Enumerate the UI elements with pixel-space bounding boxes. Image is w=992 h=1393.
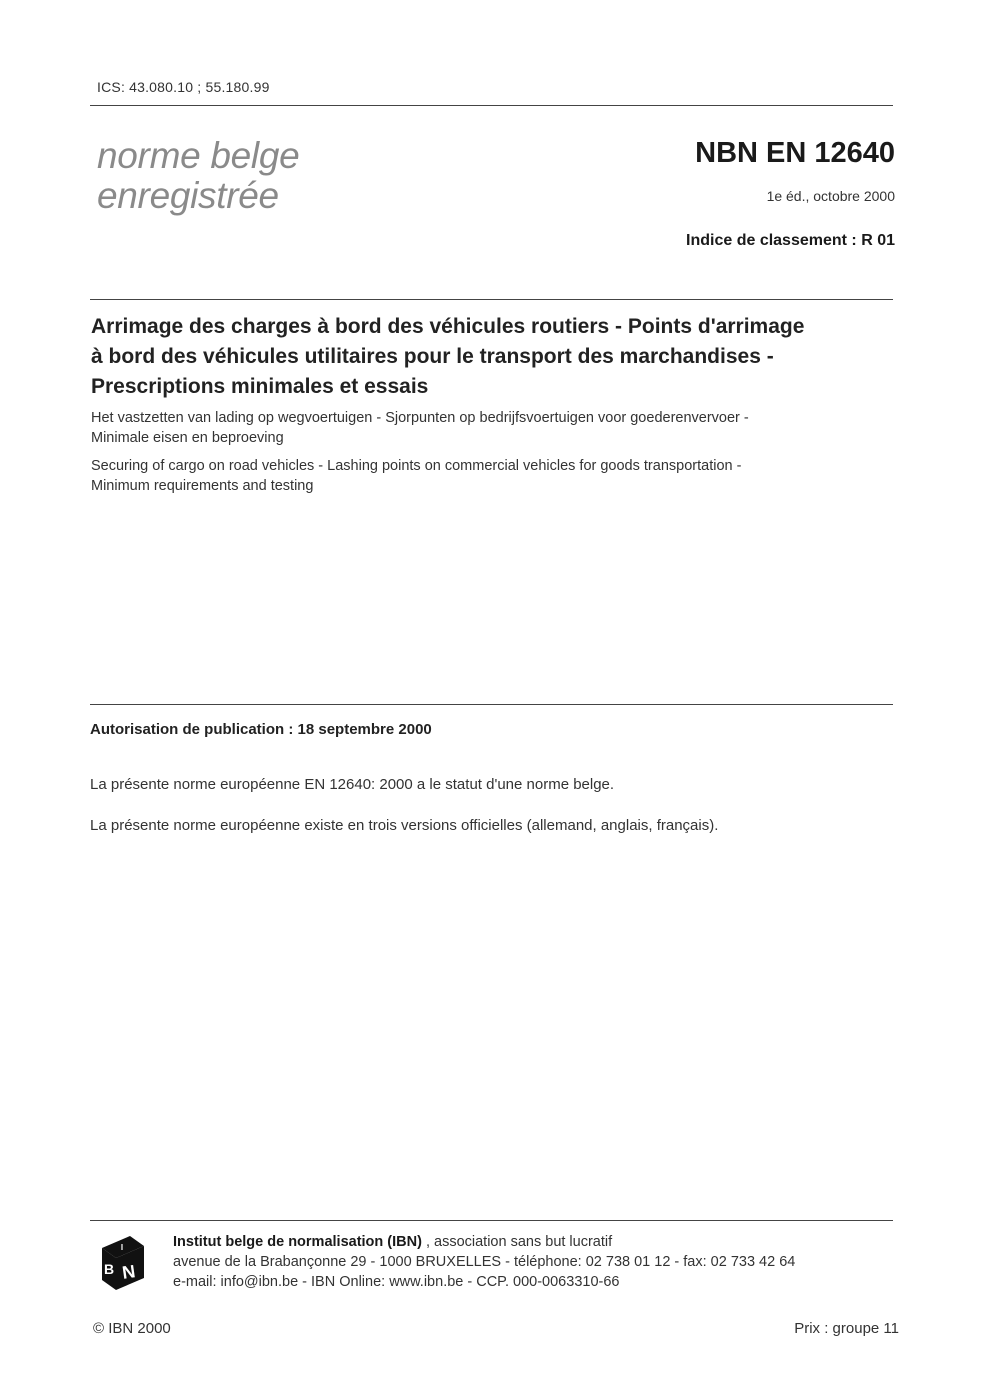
title-english: [91, 457, 901, 496]
title-french: [91, 312, 901, 402]
edition-date: 1e éd., octobre 2000: [766, 188, 895, 204]
ibn-logo-icon: [96, 1234, 148, 1292]
title-dutch-line-1: Het vastzetten van lading op wegvoertuigen - Sjorpunten op bedrijfsvoertuigen voor goederenvervoer -: [91, 410, 749, 426]
ics-codes: ICS: 43.080.10 ; 55.180.99: [97, 79, 270, 95]
price-group: Prix : groupe 11: [794, 1320, 899, 1337]
header-divider: [90, 105, 893, 106]
brand-title: [97, 136, 299, 216]
footer-divider: [90, 1220, 893, 1221]
title-divider: [90, 299, 893, 300]
standard-number: NBN EN 12640: [695, 137, 895, 169]
brand-line-2: enregistrée: [97, 175, 279, 216]
publication-authorisation: Autorisation de publication : 18 septembre 2000: [90, 721, 432, 738]
institute-name: Institut belge de normalisation (IBN): [173, 1234, 422, 1250]
versions-paragraph: La présente norme européenne existe en trois versions officielles (allemand, anglais, français).: [90, 817, 719, 834]
institute-type: , association sans but lucratif: [421, 1234, 613, 1250]
classification-index: Indice de classement : R 01: [686, 232, 895, 249]
svg-text:I: I: [120, 1243, 124, 1252]
title-french-line-2: à bord des véhicules utilitaires pour le transport des marchandises -: [91, 345, 774, 368]
institute-info: [173, 1232, 795, 1292]
institute-name-line: [173, 1232, 795, 1252]
body-divider: [90, 704, 893, 705]
svg-text:B: B: [103, 1261, 115, 1277]
title-english-line-2: Minimum requirements and testing: [91, 477, 314, 494]
svg-text:N: N: [120, 1261, 137, 1283]
brand-line-1: norme belge: [97, 135, 300, 176]
title-dutch-line-2: Minimale eisen en beproeving: [91, 429, 284, 446]
title-french-line-1: Arrimage des charges à bord des véhicules routiers - Points d'arrimage: [91, 315, 805, 338]
institute-contact: e-mail: info@ibn.be - IBN Online: www.ibn.be - CCP. 000-0063310-66: [173, 1274, 620, 1290]
institute-address: avenue de la Brabançonne 29 - 1000 BRUXELLES - téléphone: 02 738 01 12 - fax: 02 733 42 64: [173, 1254, 796, 1270]
status-paragraph: La présente norme européenne EN 12640: 2000 a le statut d'une norme belge.: [90, 776, 615, 793]
title-english-line-1: Securing of cargo on road vehicles - Lashing points on commercial vehicles for goods transportation -: [91, 458, 742, 474]
title-french-line-3: Prescriptions minimales et essais: [91, 375, 429, 398]
title-dutch: [91, 409, 901, 448]
copyright: © IBN 2000: [93, 1320, 171, 1337]
